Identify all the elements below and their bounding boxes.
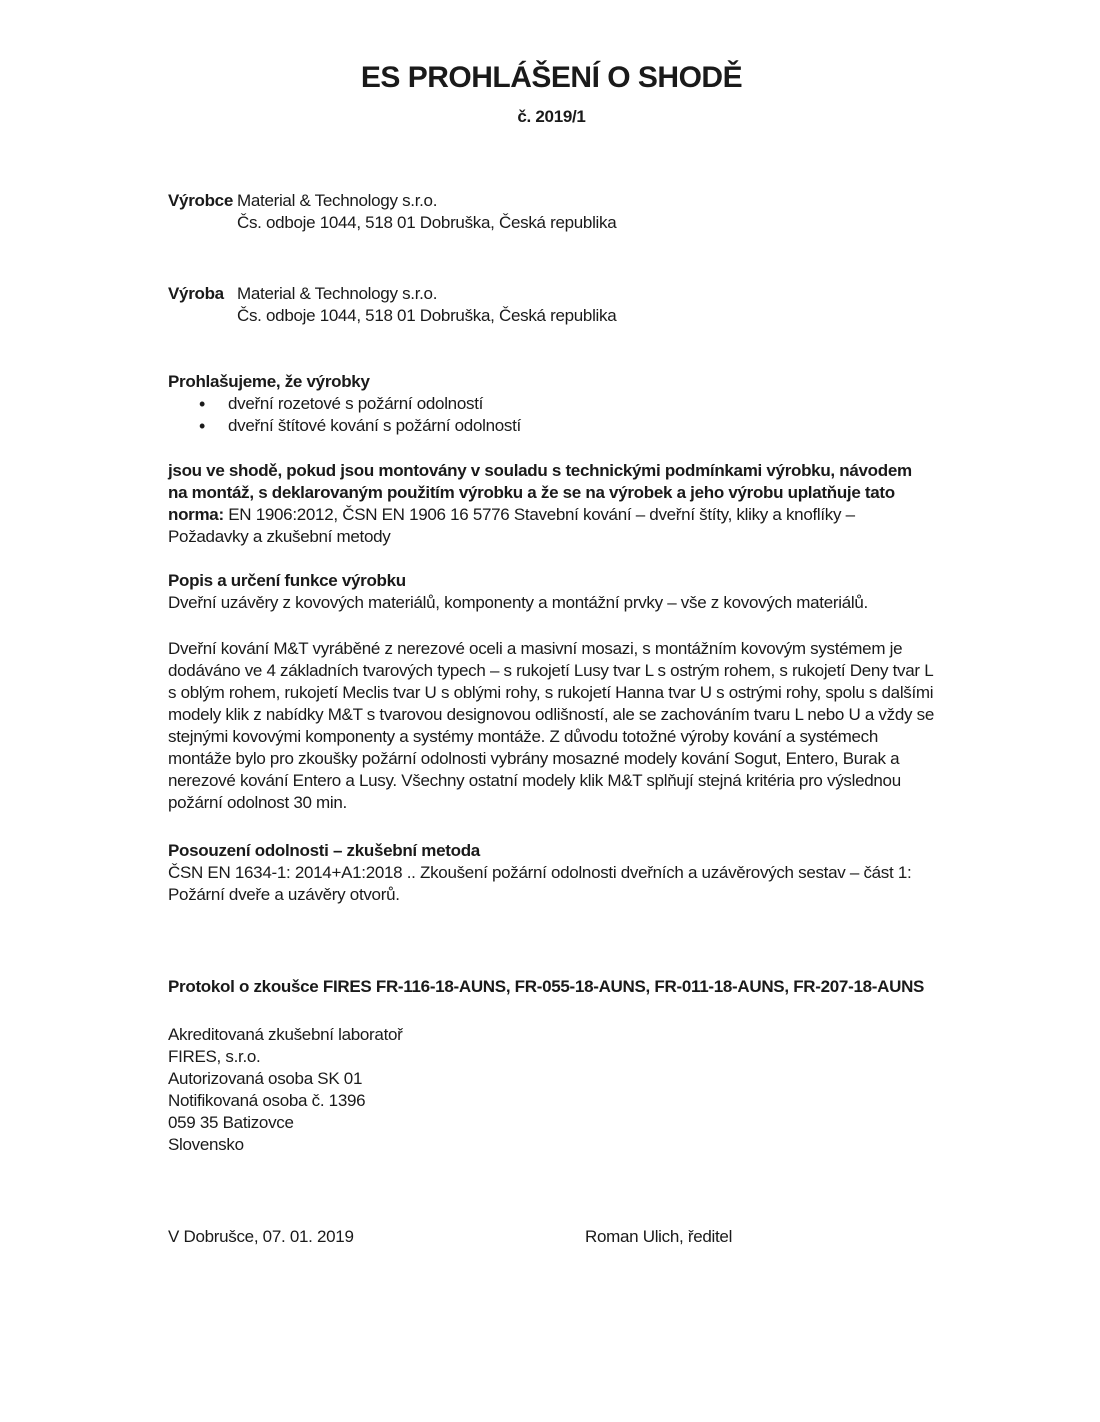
- assessment-text: ČSN EN 1634-1: 2014+A1:2018 .. Zkoušení požární odolnosti dveřních a uzávěrových sestav – část 1: Požární dveře a uzávěry otvorů.: [168, 863, 912, 904]
- manufacturer-address: Čs. odboje 1044, 518 01 Dobruška, Česká republika: [237, 213, 617, 232]
- production-section: [168, 283, 935, 327]
- production-name: Material & Technology s.r.o.: [237, 284, 438, 303]
- laboratory-section: [168, 1024, 935, 1156]
- declaration-list: [168, 393, 935, 437]
- production-info: [237, 283, 935, 327]
- signature-row: [168, 1226, 935, 1248]
- manufacturer-label: Výrobce: [168, 191, 233, 210]
- description-heading: Popis a určení funkce výrobku: [168, 571, 406, 590]
- laboratory-line: 059 35 Batizovce: [168, 1113, 294, 1132]
- laboratory-line: FIRES, s.r.o.: [168, 1047, 261, 1066]
- production-label: Výroba: [168, 284, 224, 303]
- description-summary: Dveřní uzávěry z kovových materiálů, komponenty a montážní prvky – vše z kovových materiálů.: [168, 593, 868, 612]
- production-address: Čs. odboje 1044, 518 01 Dobruška, Česká republika: [237, 306, 617, 325]
- manufacturer-name: Material & Technology s.r.o.: [237, 191, 438, 210]
- conformity-paragraph: [168, 460, 935, 548]
- manufacturer-info: [237, 190, 935, 234]
- assessment-heading: Posouzení odolnosti – zkušební metoda: [168, 841, 480, 860]
- description-detail: Dveřní kování M&T vyráběné z nerezové oceli a masivní mosazi, s montážním kovovým systémem je dodáváno ve 4 základních tvarových typech – s rukojetí Lusy tvar L s ostrým rohem, s rukojetí Deny tvar L s oblým rohem, rukojetí Meclis tvar U s oblými rohy, s rukojetí Hanna tvar U s ostrými rohy, spolu s dalšími modely klik z nabídky M&T s tvarovou designovou odlišností, ale se zachováním tvaru L nebo U a vždy se stejnými kovovými komponenty a systémy montáže. Z důvodu totožné výroby kování a systémech montáže bylo pro zkoušky požární odolnosti vybrány mosazné modely kování Sogut, Entero, Burak a nerezové kování Entero a Lusy. Všechny ostatní modely klik M&T splňují stejná kritéria pro výslednou požární odolnost 30 min.: [168, 639, 934, 812]
- declaration-item: • dveřní štítové kování s požární odolností: [168, 415, 935, 437]
- signatory: Roman Ulich, ředitel: [585, 1227, 733, 1246]
- conformity-bold-text: jsou ve shodě, pokud jsou montovány v souladu s technickými podmínkami výrobku, návodem na montáž, s deklarovaným použitím výrobku a že se na výrobek a jeho výrobu uplatňuje tato norma:: [168, 461, 912, 524]
- laboratory-line: Autorizovaná osoba SK 01: [168, 1069, 363, 1088]
- protocol-text: Protokol o zkoušce FIRES FR-116-18-AUNS, FR-055-18-AUNS, FR-011-18-AUNS, FR-207-18-AUNS: [168, 977, 925, 996]
- document-number: č. 2019/1: [517, 107, 586, 126]
- laboratory-line: Notifikovaná osoba č. 1396: [168, 1091, 366, 1110]
- laboratory-line: Akreditovaná zkušební laboratoř: [168, 1025, 403, 1044]
- declaration-heading: Prohlašujeme, že výrobky: [168, 372, 370, 391]
- laboratory-line: Slovensko: [168, 1135, 244, 1154]
- conformity-normal-text: EN 1906:2012, ČSN EN 1906 16 5776 Stavební kování – dveřní štíty, kliky a knoflíky – Požadavky a zkušební metody: [168, 505, 855, 546]
- manufacturer-section: [168, 190, 935, 234]
- document-title: ES PROHLÁŠENÍ O SHODĚ: [360, 61, 743, 94]
- declaration-item: • dveřní rozetové s požární odolností: [168, 393, 935, 415]
- place-and-date: V Dobrušce, 07. 01. 2019: [168, 1227, 354, 1246]
